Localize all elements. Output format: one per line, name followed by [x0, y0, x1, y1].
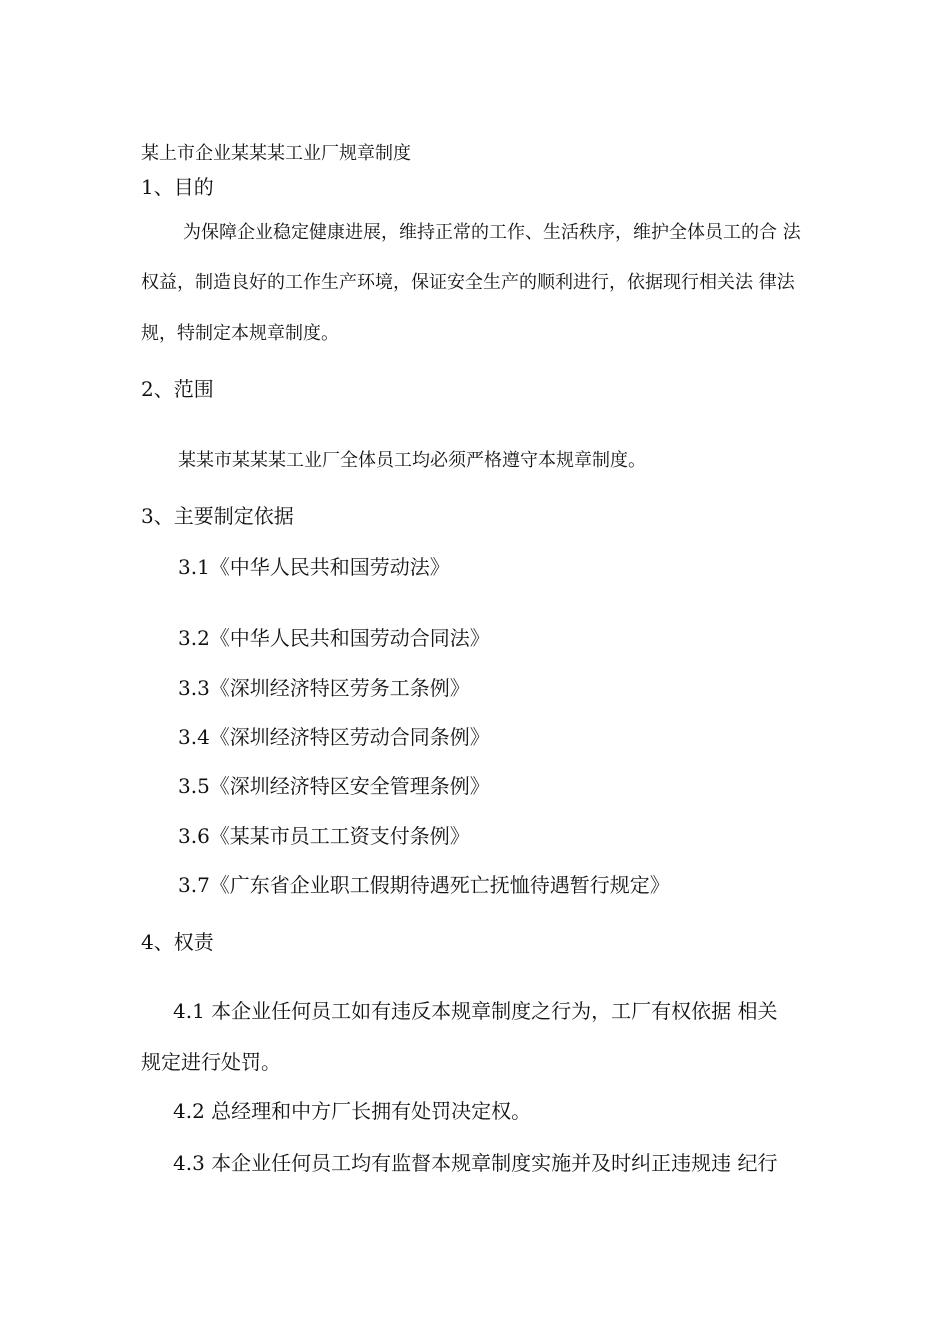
basis-item-3-5: 3.5《深圳经济特区安全管理条例》 [178, 774, 490, 798]
document-title: 某上市企业某某某工业厂规章制度 [141, 143, 411, 164]
basis-item-3-3: 3.3《深圳经济特区劳务工条例》 [178, 676, 470, 700]
authority-line-3: 4.2 总经理和中方厂长拥有处罚决定权。 [173, 1099, 532, 1123]
section-heading-authority: 4、权责 [141, 930, 214, 954]
basis-item-3-6: 3.6《某某市员工工资支付条例》 [178, 824, 470, 848]
scope-line-1: 某某市某某某工业厂全体员工均必须严格遵守本规章制度。 [178, 450, 646, 471]
basis-item-3-2: 3.2《中华人民共和国劳动合同法》 [178, 626, 490, 650]
section-heading-purpose: 1、目的 [141, 175, 214, 199]
authority-line-4: 4.3 本企业任何员工均有监督本规章制度实施并及时纠正违规违 纪行 [173, 1151, 778, 1175]
basis-item-3-7: 3.7《广东省企业职工假期待遇死亡抚恤待遇暂行规定》 [178, 873, 670, 897]
basis-item-3-4: 3.4《深圳经济特区劳动合同条例》 [178, 725, 490, 749]
purpose-line-3: 规，特制定本规章制度。 [141, 323, 339, 344]
section-heading-scope: 2、范围 [141, 377, 214, 401]
authority-line-1: 4.1 本企业任何员工如有违反本规章制度之行为，工厂有权依据 相关 [173, 999, 778, 1023]
basis-item-3-1: 3.1《中华人民共和国劳动法》 [178, 555, 450, 579]
purpose-line-1: 为保障企业稳定健康进展，维持正常的工作、生活秩序，维护全体员工的合 法 [183, 222, 801, 243]
authority-line-2: 规定进行处罚。 [141, 1050, 281, 1074]
section-heading-basis: 3、主要制定依据 [141, 504, 294, 528]
purpose-line-2: 权益，制造良好的工作生产环境，保证安全生产的顺利进行，依据现行相关法 律法 [141, 272, 795, 293]
